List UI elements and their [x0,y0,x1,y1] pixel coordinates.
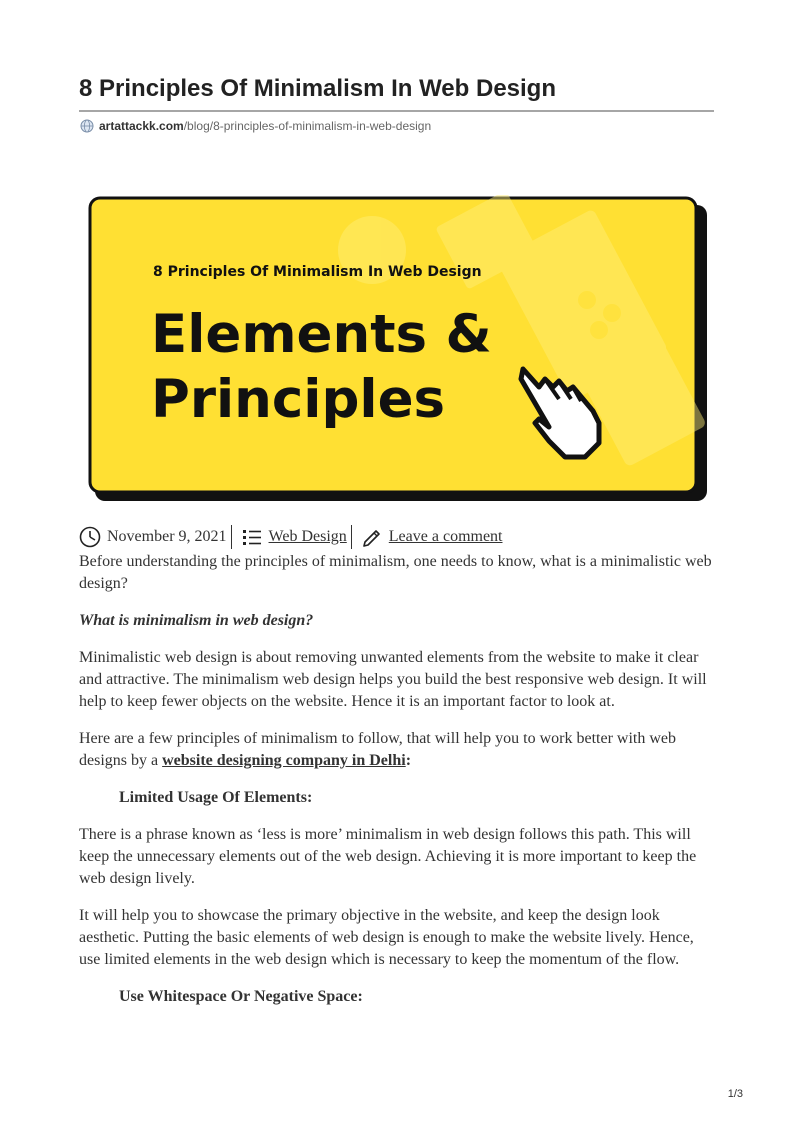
source-domain: artattackk.com [99,119,184,133]
category-list-icon [241,526,263,548]
title-divider [79,110,714,112]
page-title: 8 Principles Of Minimalism In Web Design [79,75,556,102]
hero-subtitle-bold: Minimalism In Web Design [273,264,482,280]
hero-headline-line1: Elements & [151,304,492,365]
paragraph-1: Minimalistic web design is about removing unwanted elements from the website to make it clear and attractive. The minimalism web design helps you build the best responsive web design. It will help to keep fewer objects on the website. Hence it is an important factor to look at. [79,649,707,710]
post-date: November 9, 2021 [107,528,227,545]
source-url[interactable] [80,117,431,135]
comment-pencil-icon [361,526,383,548]
clock-icon [79,526,101,548]
category-link[interactable]: Web Design [268,528,347,545]
hero-banner [87,195,709,505]
hero-subtitle-prefix: 8 Principles Of [153,264,274,280]
question-heading: What is minimalism in web design? [79,612,314,629]
hero-subtitle [153,264,482,280]
meta-separator [351,525,352,549]
paragraph-4: It will help you to showcase the primary objective in the website, and keep the design look aesthetic. Putting the basic elements of web design is enough to make the website lively. Hence, use limited elements in the web design which is necessary to keep the momentum of the flow. [79,907,694,968]
section-heading-limited-usage: Limited Usage Of Elements: [119,789,313,806]
meta-separator [231,525,232,549]
globe-icon [80,119,94,133]
article-body [79,551,719,1023]
post-meta [79,525,503,549]
website-designing-company-link[interactable]: website designing company in Delhi [162,752,406,769]
paragraph-2-suffix: : [405,752,412,769]
paragraph-2 [79,728,719,772]
leave-comment-link[interactable]: Leave a comment [388,528,503,545]
section-heading-whitespace: Use Whitespace Or Negative Space: [119,988,363,1005]
hero-headline-line2: Principles [151,369,446,430]
page-number: 1/3 [727,1088,743,1100]
paragraph-2-text: Here are a few principles of minimalism to follow, that will help you to work better with web designs by a [79,730,677,769]
paragraph-3: There is a phrase known as ‘less is more’ minimalism in web design follows this path. This will keep the unnecessary elements out of the web design. Achieving it is more important to keep the web design lively. [79,826,697,887]
intro-paragraph: Before understanding the principles of minimalism, one needs to know, what is a minimalistic web design? [79,553,712,592]
source-path: /blog/8-principles-of-minimalism-in-web-design [183,119,432,133]
